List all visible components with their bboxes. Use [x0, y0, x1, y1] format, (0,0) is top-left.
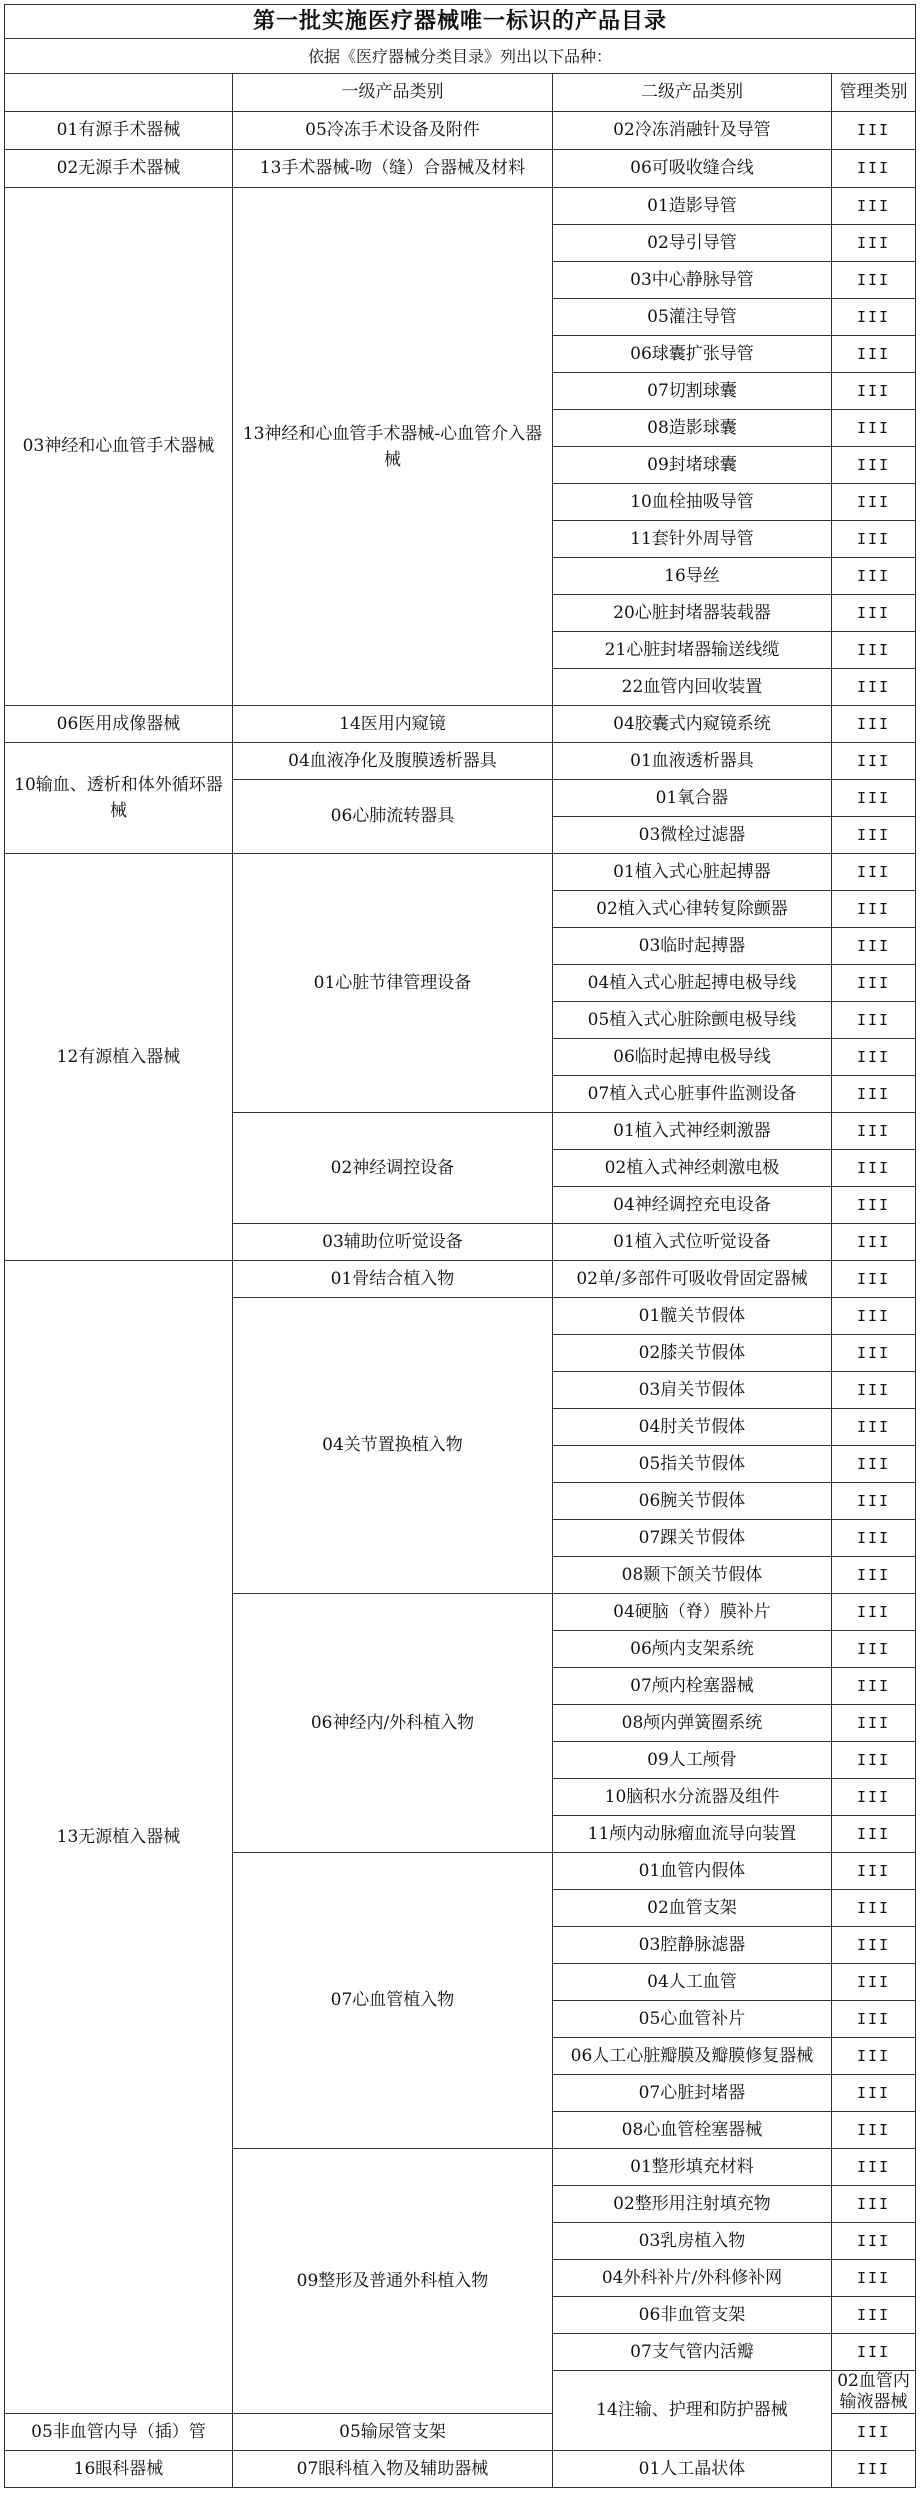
management-class-cell: III [832, 1594, 916, 1631]
device-category-cell: 02无源手术器械 [5, 150, 233, 188]
management-class-cell: III [832, 299, 916, 336]
level2-category-cell: 08心血管栓塞器械 [553, 2112, 832, 2149]
column-header-management-class: 管理类别 [832, 74, 916, 112]
level2-category-cell: 21心脏封堵器输送线缆 [553, 632, 832, 669]
table-row [5, 743, 916, 780]
level2-category-cell: 07踝关节假体 [553, 1520, 832, 1557]
level1-category-cell: 13手术器械-吻（缝）合器械及材料 [233, 150, 553, 188]
level2-category-cell: 11套针外周导管 [553, 521, 832, 558]
level2-category-cell: 03中心静脉导管 [553, 262, 832, 299]
management-class-cell: III [832, 632, 916, 669]
management-class-cell: III [832, 928, 916, 965]
level2-category-cell: 05输尿管支架 [233, 2414, 553, 2451]
management-class-cell: III [832, 1446, 916, 1483]
table-row [5, 112, 916, 150]
level2-category-cell: 20心脏封堵器装载器 [553, 595, 832, 632]
management-class-cell: III [832, 1298, 916, 1335]
level1-category-cell: 01心脏节律管理设备 [233, 854, 553, 1113]
catalog-document [4, 4, 915, 2489]
column-header-level2: 二级产品类别 [553, 74, 832, 112]
management-class-cell: III [832, 1631, 916, 1668]
level1-category-cell: 01骨结合植入物 [233, 1261, 553, 1298]
management-class-cell: III [832, 2038, 916, 2075]
management-class-cell: III [832, 743, 916, 780]
level2-category-cell: 03临时起搏器 [553, 928, 832, 965]
column-header-category [5, 74, 233, 112]
management-class-cell: III [832, 150, 916, 188]
level1-category-cell: 06心肺流转器具 [233, 780, 553, 854]
management-class-cell: III [832, 1483, 916, 1520]
level2-category-cell: 02植入式神经刺激电极 [553, 1150, 832, 1187]
management-class-cell: III [832, 1557, 916, 1594]
level2-category-cell: 08颅内弹簧圈系统 [553, 1705, 832, 1742]
management-class-cell: III [832, 2297, 916, 2334]
level2-category-cell: 06腕关节假体 [553, 1483, 832, 1520]
level1-category-cell: 06神经内/外科植入物 [233, 1594, 553, 1853]
device-category-cell: 01有源手术器械 [5, 112, 233, 150]
management-class-cell: III [832, 1113, 916, 1150]
level2-category-cell: 02膝关节假体 [553, 1335, 832, 1372]
level2-category-cell: 01植入式心脏起搏器 [553, 854, 832, 891]
level2-category-cell: 05灌注导管 [553, 299, 832, 336]
management-class-cell: III [832, 1409, 916, 1446]
level2-category-cell: 03乳房植入物 [553, 2223, 832, 2260]
level2-category-cell: 07颅内栓塞器械 [553, 1668, 832, 1705]
management-class-cell: III [832, 2001, 916, 2038]
device-category-cell: 13无源植入器械 [5, 1261, 233, 2414]
level2-category-cell: 06临时起搏电极导线 [553, 1039, 832, 1076]
management-class-cell: III [832, 410, 916, 447]
management-class-cell: III [832, 1187, 916, 1224]
level1-category-cell: 02神经调控设备 [233, 1113, 553, 1224]
level2-category-cell: 04硬脑（脊）膜补片 [553, 1594, 832, 1631]
management-class-cell: III [832, 706, 916, 743]
management-class-cell: III [832, 2451, 916, 2488]
level2-category-cell: 03微栓过滤器 [553, 817, 832, 854]
management-class-cell: III [832, 1927, 916, 1964]
management-class-cell: III [832, 336, 916, 373]
level2-category-cell: 07植入式心脏事件监测设备 [553, 1076, 832, 1113]
management-class-cell: III [832, 521, 916, 558]
level2-category-cell: 04植入式心脏起搏电极导线 [553, 965, 832, 1002]
management-class-cell: III [832, 2260, 916, 2297]
table-row [5, 706, 916, 743]
level2-category-cell: 01植入式位听觉设备 [553, 1224, 832, 1261]
management-class-cell: III [832, 817, 916, 854]
level2-category-cell: 03腔静脉滤器 [553, 1927, 832, 1964]
level2-category-cell: 22血管内回收装置 [553, 669, 832, 706]
device-category-cell: 03神经和心血管手术器械 [5, 188, 233, 706]
management-class-cell: III [832, 2075, 916, 2112]
management-class-cell: III [832, 1335, 916, 1372]
management-class-cell: III [832, 2149, 916, 2186]
management-class-cell: III [832, 891, 916, 928]
level1-category-cell: 05冷冻手术设备及附件 [233, 112, 553, 150]
management-class-cell: III [832, 2112, 916, 2149]
level2-category-cell: 07切割球囊 [553, 373, 832, 410]
management-class-cell: III [832, 669, 916, 706]
level2-category-cell: 02单/多部件可吸收骨固定器械 [553, 1261, 832, 1298]
level2-category-cell: 02冷冻消融针及导管 [553, 112, 832, 150]
management-class-cell: III [832, 595, 916, 632]
management-class-cell: III [832, 225, 916, 262]
level1-category-cell: 04关节置换植入物 [233, 1298, 553, 1594]
level2-category-cell: 06球囊扩张导管 [553, 336, 832, 373]
level1-category-cell: 13神经和心血管手术器械-心血管介入器械 [233, 188, 553, 706]
management-class-cell: III [832, 373, 916, 410]
level2-category-cell: 16导丝 [553, 558, 832, 595]
management-class-cell: III [832, 1372, 916, 1409]
level1-category-cell: 14医用内窥镜 [233, 706, 553, 743]
management-class-cell: III [832, 965, 916, 1002]
level2-category-cell: 04人工血管 [553, 1964, 832, 2001]
page-title: 第一批实施医疗器械唯一标识的产品目录 [5, 5, 916, 39]
level2-category-cell: 10血栓抽吸导管 [553, 484, 832, 521]
management-class-cell: III [832, 1668, 916, 1705]
level2-category-cell: 04外科补片/外科修补网 [553, 2260, 832, 2297]
level2-category-cell: 01造影导管 [553, 188, 832, 225]
level2-category-cell: 06颅内支架系统 [553, 1631, 832, 1668]
level2-category-cell: 01氧合器 [553, 780, 832, 817]
management-class-cell: III [832, 1261, 916, 1298]
management-class-cell: III [832, 1705, 916, 1742]
level2-category-cell: 01血液透析器具 [553, 743, 832, 780]
management-class-cell: III [832, 1890, 916, 1927]
management-class-cell: III [832, 1742, 916, 1779]
management-class-cell: III [832, 188, 916, 225]
level1-category-cell: 05非血管内导（插）管 [5, 2414, 233, 2451]
management-class-cell: III [832, 780, 916, 817]
device-category-cell: 10输血、透析和体外循环器械 [5, 743, 233, 854]
management-class-cell: III [832, 1224, 916, 1261]
level2-category-cell: 06可吸收缝合线 [553, 150, 832, 188]
management-class-cell: III [832, 1964, 916, 2001]
table-row [5, 1261, 916, 1298]
table-row [5, 150, 916, 188]
level2-category-cell: 09人工颅骨 [553, 1742, 832, 1779]
product-catalog-table [4, 4, 916, 2488]
title-row [5, 5, 916, 39]
level2-category-cell: 06人工心脏瓣膜及瓣膜修复器械 [553, 2038, 832, 2075]
level2-category-cell: 01人工晶状体 [553, 2451, 832, 2488]
management-class-cell: III [832, 1039, 916, 1076]
management-class-cell: III [832, 2186, 916, 2223]
table-row [5, 854, 916, 891]
management-class-cell: III [832, 2223, 916, 2260]
header-row [5, 74, 916, 112]
device-category-cell: 12有源植入器械 [5, 854, 233, 1261]
management-class-cell: III [832, 1002, 916, 1039]
management-class-cell: III [832, 484, 916, 521]
level2-category-cell: 03肩关节假体 [553, 1372, 832, 1409]
management-class-cell: III [832, 2334, 916, 2371]
level2-category-cell: 05心血管补片 [553, 2001, 832, 2038]
level2-category-cell: 02血管支架 [553, 1890, 832, 1927]
level1-category-cell: 02血管内输液器械 [832, 2371, 916, 2414]
management-class-cell: III [832, 112, 916, 150]
level2-category-cell: 08造影球囊 [553, 410, 832, 447]
management-class-cell: III [832, 1816, 916, 1853]
management-class-cell: III [832, 854, 916, 891]
level2-category-cell: 01髋关节假体 [553, 1298, 832, 1335]
level1-category-cell: 09整形及普通外科植入物 [233, 2149, 553, 2414]
table-row [5, 2451, 916, 2488]
device-category-cell: 14注输、护理和防护器械 [553, 2371, 832, 2451]
management-class-cell: III [832, 2414, 916, 2451]
management-class-cell: III [832, 558, 916, 595]
level1-category-cell: 04血液净化及腹膜透析器具 [233, 743, 553, 780]
level2-category-cell: 09封堵球囊 [553, 447, 832, 484]
level2-category-cell: 01血管内假体 [553, 1853, 832, 1890]
management-class-cell: III [832, 1853, 916, 1890]
level1-category-cell: 07眼科植入物及辅助器械 [233, 2451, 553, 2488]
management-class-cell: III [832, 1076, 916, 1113]
management-class-cell: III [832, 1520, 916, 1557]
level2-category-cell: 10脑积水分流器及组件 [553, 1779, 832, 1816]
level2-category-cell: 11颅内动脉瘤血流导向装置 [553, 1816, 832, 1853]
level2-category-cell: 04神经调控充电设备 [553, 1187, 832, 1224]
management-class-cell: III [832, 1150, 916, 1187]
level2-category-cell: 01植入式神经刺激器 [553, 1113, 832, 1150]
table-row [5, 188, 916, 225]
level2-category-cell: 06非血管支架 [553, 2297, 832, 2334]
column-header-level1: 一级产品类别 [233, 74, 553, 112]
level1-category-cell: 03辅助位听觉设备 [233, 1224, 553, 1261]
page-subtitle: 依据《医疗器械分类目录》列出以下品种： [5, 39, 916, 74]
level2-category-cell: 07心脏封堵器 [553, 2075, 832, 2112]
level2-category-cell: 02整形用注射填充物 [553, 2186, 832, 2223]
level2-category-cell: 07支气管内活瓣 [553, 2334, 832, 2371]
level2-category-cell: 05植入式心脏除颤电极导线 [553, 1002, 832, 1039]
device-category-cell: 06医用成像器械 [5, 706, 233, 743]
level2-category-cell: 05指关节假体 [553, 1446, 832, 1483]
management-class-cell: III [832, 1779, 916, 1816]
subtitle-row [5, 39, 916, 74]
management-class-cell: III [832, 447, 916, 484]
level2-category-cell: 01整形填充材料 [553, 2149, 832, 2186]
level2-category-cell: 02导引导管 [553, 225, 832, 262]
level2-category-cell: 08颞下颌关节假体 [553, 1557, 832, 1594]
device-category-cell: 16眼科器械 [5, 2451, 233, 2488]
level2-category-cell: 04胶囊式内窥镜系统 [553, 706, 832, 743]
level2-category-cell: 02植入式心律转复除颤器 [553, 891, 832, 928]
management-class-cell: III [832, 262, 916, 299]
level1-category-cell: 07心血管植入物 [233, 1853, 553, 2149]
level2-category-cell: 04肘关节假体 [553, 1409, 832, 1446]
